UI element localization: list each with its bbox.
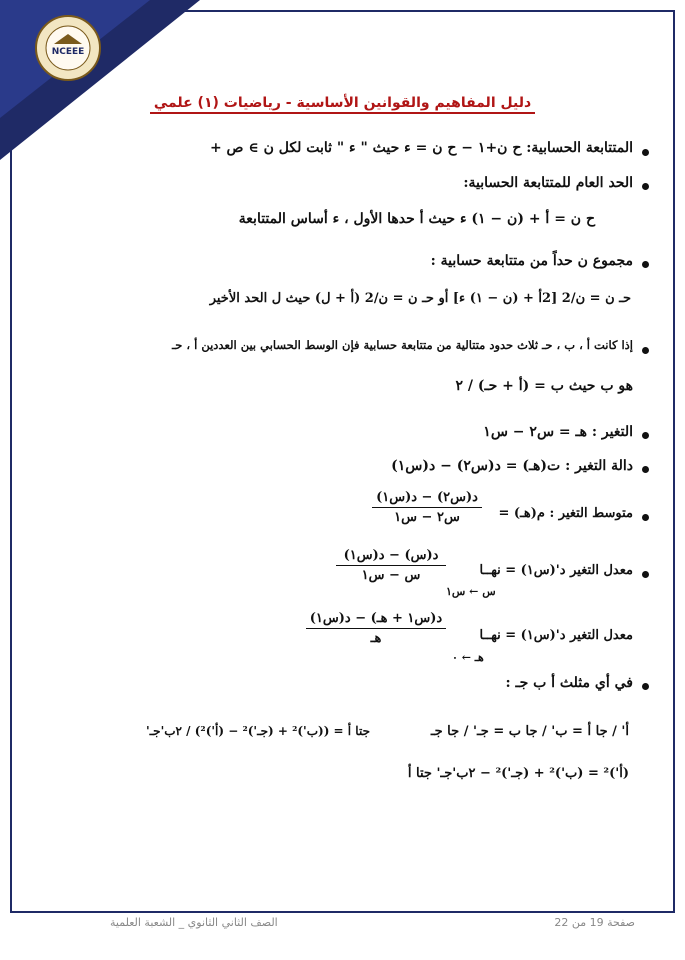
general-term-heading: الحد العام للمتتابعة الحسابية: (463, 175, 633, 191)
bullet (642, 571, 649, 578)
cosine-rule: (أ')² = (ب')² + (جـ')² − ٢ب'جـ' جتا أ (407, 766, 629, 781)
sum-heading: مجموع ن حداً من متتابعة حسابية : (430, 253, 633, 269)
bullet (642, 683, 649, 690)
rate-change-denominator-2: هـ (370, 631, 382, 646)
rate-change-limit-2: هـ ← ٠ (452, 651, 484, 664)
rate-change-label-2: معدل التغير د'(س١) = نهــا (479, 628, 633, 643)
bullet (642, 466, 649, 473)
general-term-formula: ح ن = أ + (ن − ١) ء حيث أ حدها الأول ، ء أساس المتتابعة (238, 211, 595, 227)
arithmetic-mean-line1: إذا كانت أ ، ب ، حـ ثلاث حدود متتالية من متتابعة حسابية فإن الوسط الحسابي بين العددين أ ، حـ (171, 338, 633, 352)
page-number: صفحة 19 من 22 (554, 916, 635, 929)
rate-change-fraction-1 (336, 548, 446, 583)
sine-rule: أ' / جا أ = ب' / جا ب = جـ' / جا جـ (430, 724, 629, 739)
rate-change-fraction-2 (306, 611, 446, 646)
change-function: دالة التغير : ت(هـ) = د(س٢) − د(س١) (391, 458, 633, 474)
rate-change-numerator-1: د(س) − د(س١) (343, 548, 439, 563)
sum-formula: حـ ن = ن/2 [2أ + (ن − ١) ء] أو حـ ن = ن/2 (أ + ل) حيث ل الحد الأخير (209, 291, 631, 306)
triangle-heading: في أي مثلث أ ب جـ : (505, 675, 633, 691)
bullet (642, 261, 649, 268)
bullet (642, 514, 649, 521)
rate-change-limit-1: س ← س١ (446, 585, 496, 598)
rate-change-label-1: معدل التغير د'(س١) = نهــا (479, 563, 633, 578)
bullet (642, 347, 649, 354)
bullet (642, 149, 649, 156)
rate-change-numerator-2: د(س١ + هـ) − د(س١) (309, 611, 443, 626)
avg-change-label: متوسط التغير : م(هـ) = (498, 506, 633, 521)
footer-grade-label: الصف الثاني الثانوي _ الشعبة العلمية (110, 916, 278, 929)
cosine-rule-fraction: جتا أ = ((ب')² + (جـ')² − (أ')²) / ٢ب'جـ' (145, 724, 370, 738)
page-title: دليل المفاهيم والقوانين الأساسية - رياضيات (١) علمي (0, 92, 685, 114)
bullet (642, 432, 649, 439)
nceee-logo (20, 14, 116, 82)
avg-change-fraction (372, 490, 482, 525)
bullet (642, 183, 649, 190)
svg-text:NCEEE: NCEEE (51, 47, 85, 57)
avg-change-denominator: س٢ − س١ (394, 510, 460, 525)
change-definition: التغير : هـ = س٢ − س١ (483, 424, 633, 440)
arithmetic-mean-line2: هو ب حيث ب = (أ + حـ) / ٢ (455, 378, 633, 394)
avg-change-numerator: د(س٢) − د(س١) (376, 490, 478, 505)
rate-change-denominator-1: س − س١ (361, 568, 421, 583)
seq-definition: المتتابعة الحسابية: ح ن+١ − ح ن = ء حيث " ء " ثابت لكل ن ∋ ص + (209, 140, 633, 156)
